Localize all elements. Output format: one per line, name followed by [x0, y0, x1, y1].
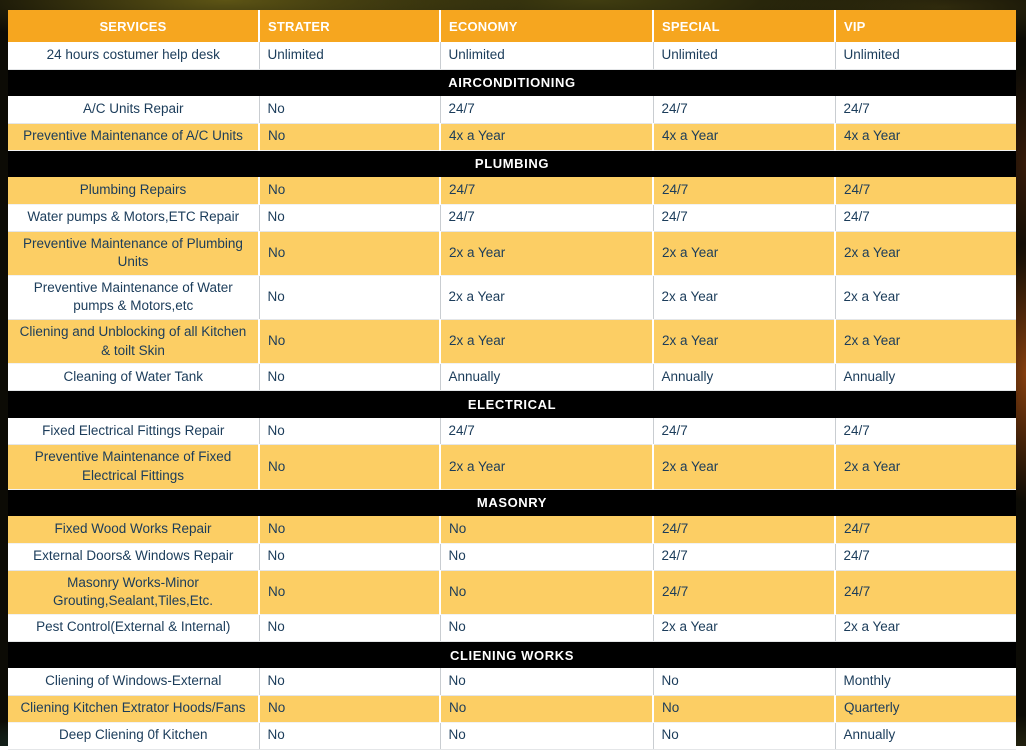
service-name-cell: Preventive Maintenance of A/C Units: [8, 123, 259, 150]
service-name-cell: Preventive Maintenance of Plumbing Units: [8, 231, 259, 275]
plan-value-cell: 2x a Year: [835, 320, 1016, 364]
plan-value-cell: Annually: [440, 364, 653, 391]
plan-value-cell: 2x a Year: [440, 445, 653, 489]
services-plan-table: [8, 10, 1016, 750]
section-row: [8, 150, 1016, 177]
table-row: [8, 668, 1016, 695]
section-row: [8, 641, 1016, 668]
plan-value-cell: No: [440, 614, 653, 641]
section-row: [8, 391, 1016, 418]
plan-value-cell: No: [259, 614, 440, 641]
plan-value-cell: 24/7: [835, 543, 1016, 570]
plan-value-cell: 2x a Year: [835, 275, 1016, 319]
section-label: CLIENING WORKS: [8, 641, 1016, 668]
plan-value-cell: No: [259, 204, 440, 231]
column-header-strater: STRATER: [259, 10, 440, 42]
plan-value-cell: 24/7: [653, 418, 835, 445]
service-name-cell: Cleaning of Water Tank: [8, 364, 259, 391]
plan-value-cell: 2x a Year: [440, 275, 653, 319]
plan-value-cell: 4x a Year: [835, 123, 1016, 150]
table-row: [8, 516, 1016, 543]
table-row: [8, 418, 1016, 445]
plan-value-cell: No: [653, 695, 835, 722]
plan-value-cell: No: [653, 668, 835, 695]
plan-value-cell: No: [259, 543, 440, 570]
service-name-cell: Deep Cliening 0f Kitchen: [8, 722, 259, 749]
section-row: [8, 69, 1016, 96]
plan-value-cell: No: [259, 177, 440, 204]
plan-value-cell: 24/7: [653, 516, 835, 543]
table-row: [8, 445, 1016, 489]
service-name-cell: Cliening of Windows-External: [8, 668, 259, 695]
plan-value-cell: 24/7: [835, 570, 1016, 614]
service-name-cell: A/C Units Repair: [8, 96, 259, 123]
plan-value-cell: 24/7: [440, 418, 653, 445]
column-header-special: SPECIAL: [653, 10, 835, 42]
section-row: [8, 489, 1016, 516]
plan-value-cell: Unlimited: [259, 42, 440, 69]
plan-value-cell: Unlimited: [440, 42, 653, 69]
plan-value-cell: 2x a Year: [653, 445, 835, 489]
plan-value-cell: 24/7: [835, 204, 1016, 231]
plan-value-cell: 2x a Year: [653, 275, 835, 319]
table-row: [8, 543, 1016, 570]
plan-value-cell: 2x a Year: [440, 231, 653, 275]
plan-value-cell: No: [259, 570, 440, 614]
table-body: [8, 42, 1016, 749]
plan-value-cell: 4x a Year: [653, 123, 835, 150]
plan-value-cell: 2x a Year: [653, 320, 835, 364]
plan-value-cell: No: [440, 543, 653, 570]
service-name-cell: Pest Control(External & Internal): [8, 614, 259, 641]
service-name-cell: Water pumps & Motors,ETC Repair: [8, 204, 259, 231]
plan-value-cell: 2x a Year: [653, 231, 835, 275]
plan-value-cell: Annually: [835, 722, 1016, 749]
service-name-cell: 24 hours costumer help desk: [8, 42, 259, 69]
plan-value-cell: No: [259, 231, 440, 275]
service-name-cell: Cliening and Unblocking of all Kitchen & toilt Skin: [8, 320, 259, 364]
plan-value-cell: No: [259, 695, 440, 722]
table-row: [8, 364, 1016, 391]
plan-value-cell: 2x a Year: [835, 231, 1016, 275]
plan-value-cell: 2x a Year: [835, 614, 1016, 641]
service-name-cell: Preventive Maintenance of Water pumps & Motors,etc: [8, 275, 259, 319]
table-row: [8, 177, 1016, 204]
plan-value-cell: 24/7: [653, 570, 835, 614]
section-label: MASONRY: [8, 489, 1016, 516]
plan-value-cell: No: [259, 275, 440, 319]
table-row: [8, 204, 1016, 231]
table-row: [8, 42, 1016, 69]
table-row: [8, 231, 1016, 275]
plan-value-cell: 24/7: [835, 177, 1016, 204]
table-row: [8, 722, 1016, 749]
plan-value-cell: No: [259, 445, 440, 489]
plan-value-cell: 24/7: [653, 543, 835, 570]
plan-value-cell: No: [259, 123, 440, 150]
service-name-cell: Cliening Kitchen Extrator Hoods/Fans: [8, 695, 259, 722]
table-row: [8, 275, 1016, 319]
plan-value-cell: 2x a Year: [835, 445, 1016, 489]
plan-value-cell: No: [440, 722, 653, 749]
plan-value-cell: No: [259, 320, 440, 364]
plan-value-cell: 24/7: [440, 177, 653, 204]
plan-value-cell: 2x a Year: [440, 320, 653, 364]
table-row: [8, 123, 1016, 150]
service-name-cell: Fixed Electrical Fittings Repair: [8, 418, 259, 445]
column-header-vip: VIP: [835, 10, 1016, 42]
plan-value-cell: Monthly: [835, 668, 1016, 695]
column-header-economy: ECONOMY: [440, 10, 653, 42]
service-name-cell: External Doors& Windows Repair: [8, 543, 259, 570]
table-row: [8, 695, 1016, 722]
service-name-cell: Plumbing Repairs: [8, 177, 259, 204]
plan-value-cell: No: [440, 668, 653, 695]
plan-value-cell: Unlimited: [835, 42, 1016, 69]
plan-value-cell: 2x a Year: [653, 614, 835, 641]
table-row: [8, 320, 1016, 364]
table-row: [8, 614, 1016, 641]
plan-value-cell: Annually: [835, 364, 1016, 391]
plan-value-cell: No: [259, 96, 440, 123]
plan-value-cell: 24/7: [653, 177, 835, 204]
plan-value-cell: No: [259, 668, 440, 695]
plan-value-cell: Unlimited: [653, 42, 835, 69]
plan-value-cell: No: [653, 722, 835, 749]
section-label: AIRCONDITIONING: [8, 69, 1016, 96]
plan-value-cell: No: [259, 516, 440, 543]
plan-value-cell: No: [440, 570, 653, 614]
plan-value-cell: No: [440, 516, 653, 543]
plan-value-cell: Quarterly: [835, 695, 1016, 722]
table-row: [8, 570, 1016, 614]
plan-value-cell: 24/7: [835, 96, 1016, 123]
plan-value-cell: 24/7: [835, 418, 1016, 445]
section-label: ELECTRICAL: [8, 391, 1016, 418]
table-row: [8, 96, 1016, 123]
column-header-services: SERVICES: [8, 10, 259, 42]
service-name-cell: Preventive Maintenance of Fixed Electrical Fittings: [8, 445, 259, 489]
plan-value-cell: 24/7: [440, 96, 653, 123]
header-row: [8, 10, 1016, 42]
plan-value-cell: 24/7: [653, 204, 835, 231]
service-name-cell: Masonry Works-Minor Grouting,Sealant,Tiles,Etc.: [8, 570, 259, 614]
section-label: PLUMBING: [8, 150, 1016, 177]
plan-value-cell: No: [259, 364, 440, 391]
plan-value-cell: 4x a Year: [440, 123, 653, 150]
plan-value-cell: 24/7: [653, 96, 835, 123]
plan-value-cell: 24/7: [440, 204, 653, 231]
plan-value-cell: 24/7: [835, 516, 1016, 543]
plan-value-cell: No: [440, 695, 653, 722]
plan-value-cell: Annually: [653, 364, 835, 391]
plan-value-cell: No: [259, 418, 440, 445]
table-header: [8, 10, 1016, 42]
service-name-cell: Fixed Wood Works Repair: [8, 516, 259, 543]
plan-value-cell: No: [259, 722, 440, 749]
